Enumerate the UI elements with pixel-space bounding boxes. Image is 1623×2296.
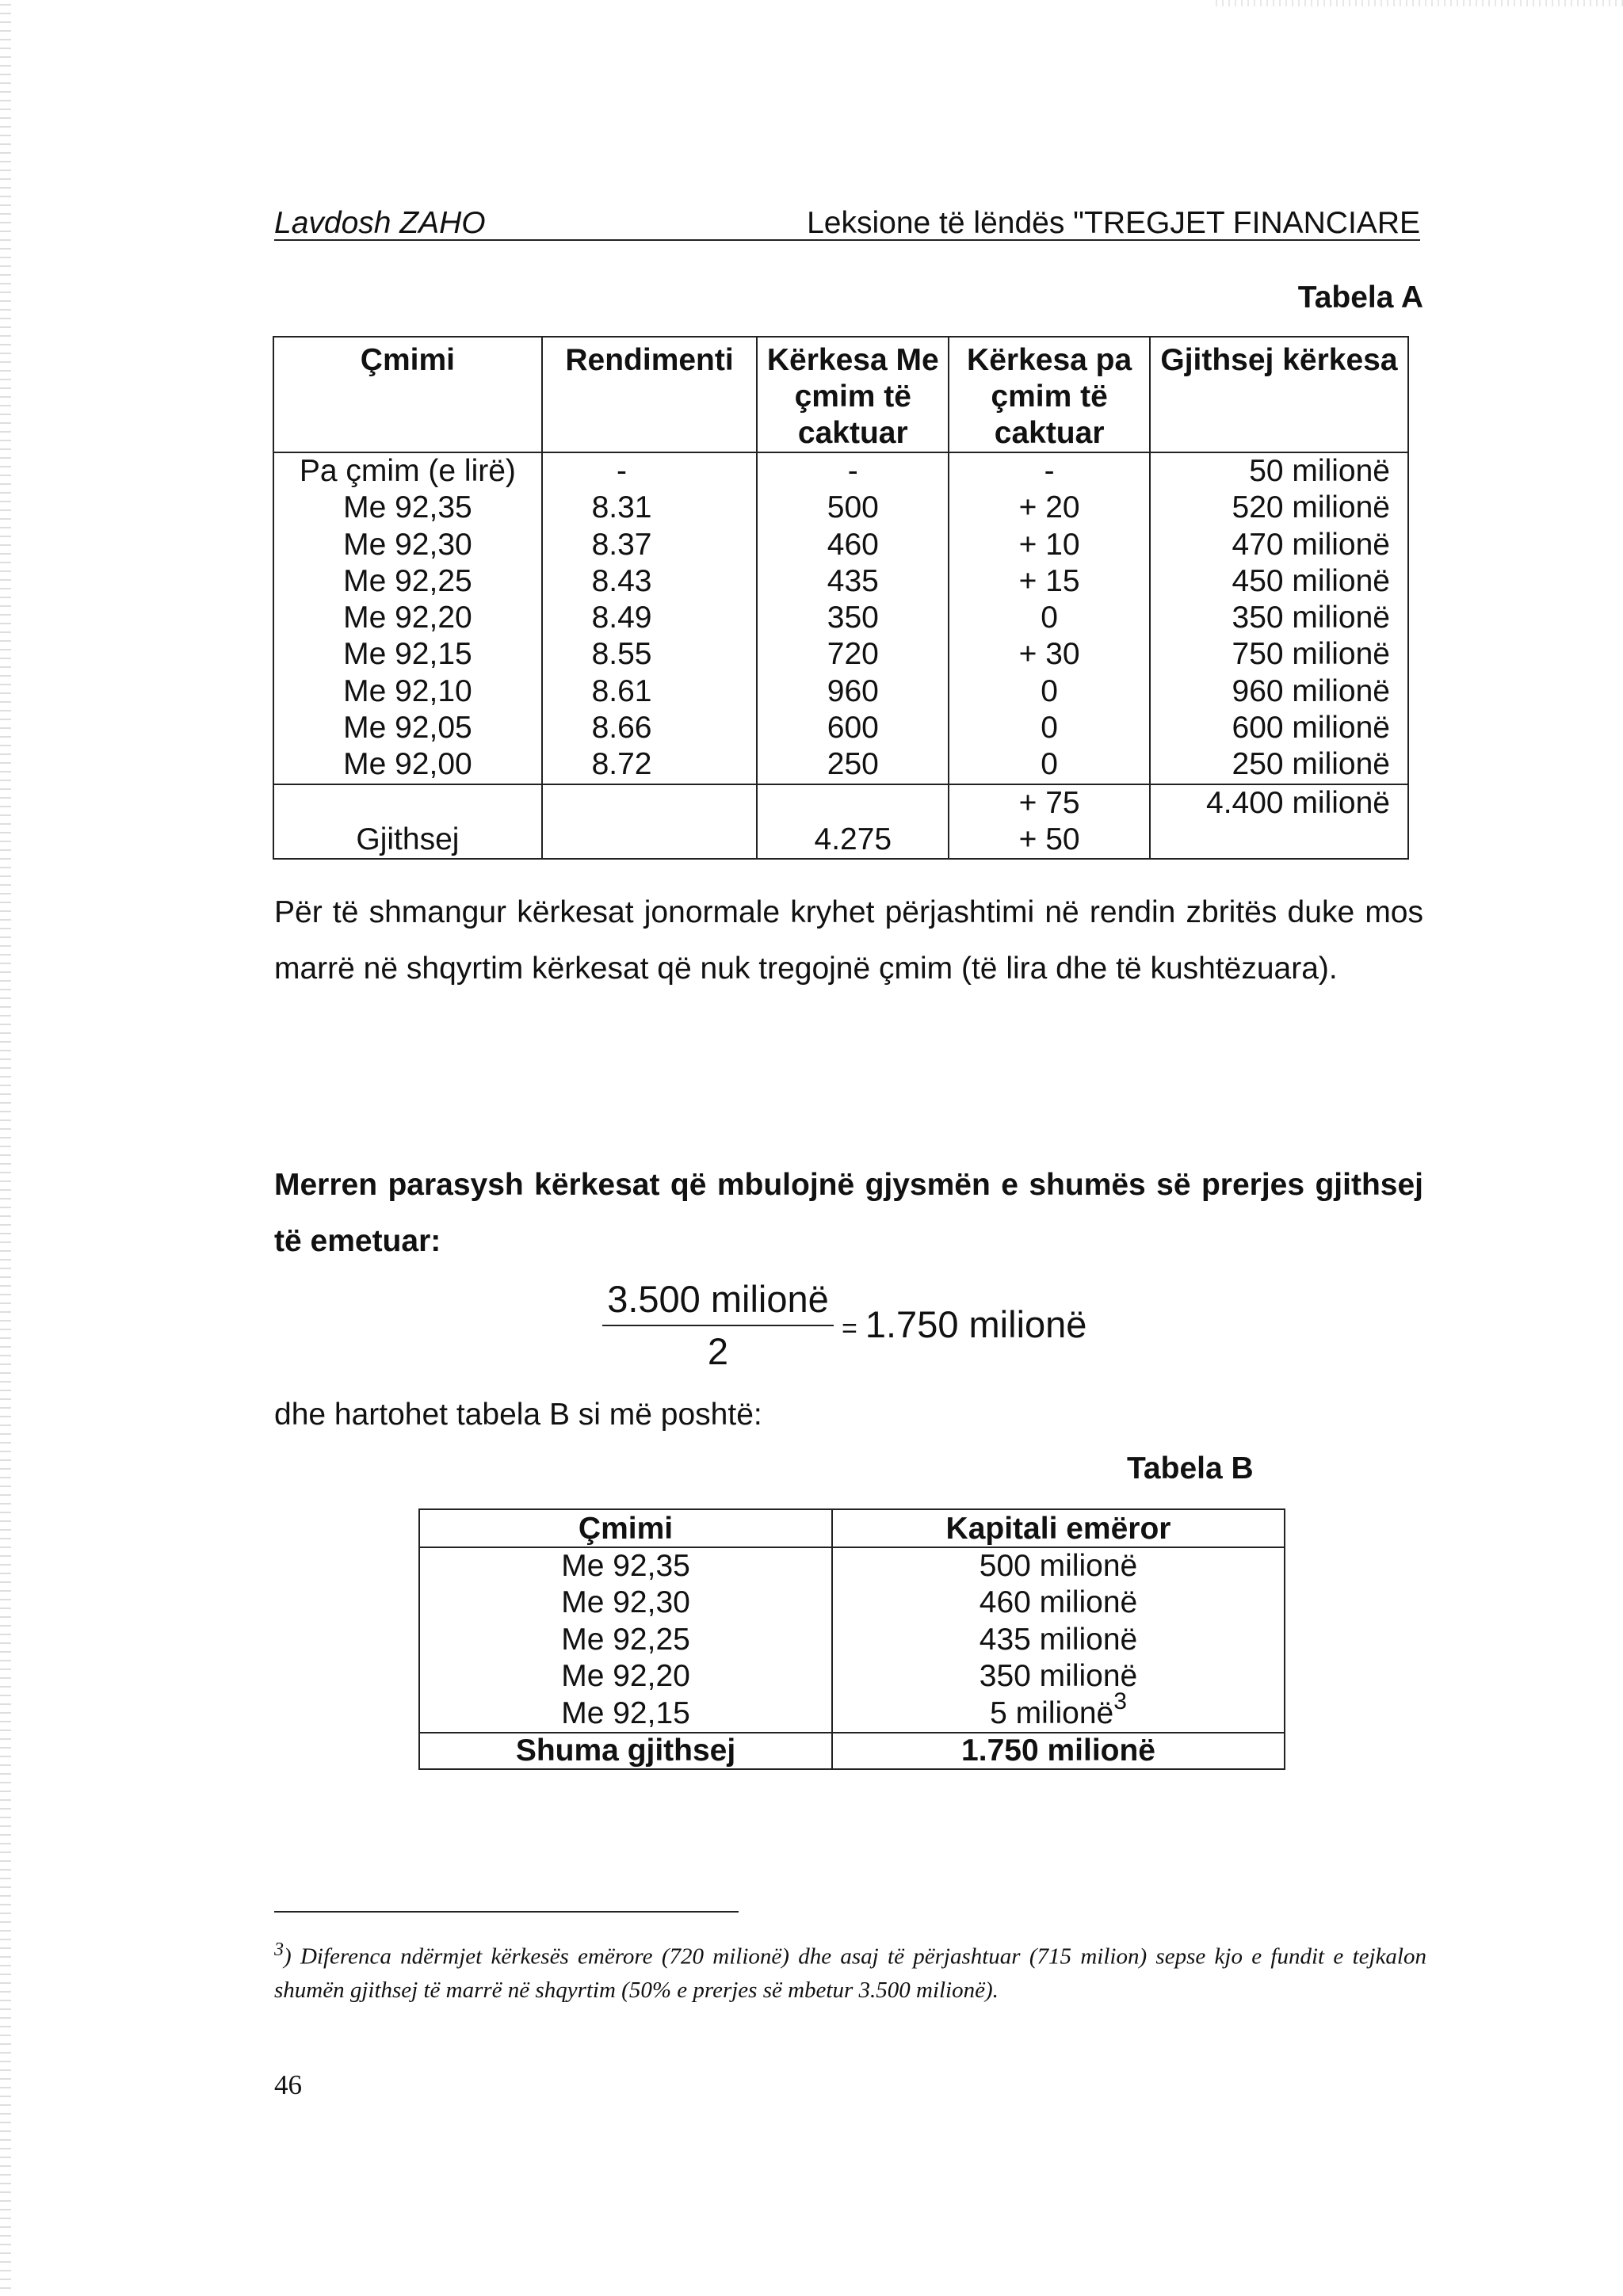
column-header-total-demand: Gjithsej kërkesa xyxy=(1150,337,1408,452)
total-unpriced-cell xyxy=(949,784,1150,859)
paragraph-half-issue: Merren parasysh kërkesat që mbulojnë gjysmën e shumës së prerjes gjithsej të emetuar: xyxy=(274,1168,1423,1258)
price-cell: Me 92,25 xyxy=(419,1622,832,1658)
table-a-header-row xyxy=(273,337,1408,452)
table-a xyxy=(273,336,1409,860)
grand-total-cell xyxy=(1150,784,1408,859)
scan-top-artifact xyxy=(1211,0,1623,6)
price-column xyxy=(273,452,542,784)
table-a-cell: Me 92,05 xyxy=(343,711,472,746)
table-a-cell: 450 milionë xyxy=(1232,563,1390,598)
table-a-cell: 500 xyxy=(827,490,879,525)
table-a-cell: - xyxy=(847,454,858,488)
table-a-cell: Me 92,25 xyxy=(343,563,472,598)
table-a-cell: 250 milionë xyxy=(1232,747,1390,782)
table-a-cell: + 20 xyxy=(1018,490,1080,525)
column-header-price: Çmimi xyxy=(419,1509,832,1547)
table-a-data-row xyxy=(273,452,1408,784)
priced-demand-column xyxy=(757,452,949,784)
table-b-header-row xyxy=(419,1509,1285,1547)
table-a-cell: 0 xyxy=(1041,711,1058,746)
table-row xyxy=(419,1622,1285,1658)
table-a-caption: Tabela A xyxy=(1297,280,1423,315)
table-b xyxy=(418,1508,1285,1770)
table-a-cell: Me 92,30 xyxy=(343,527,472,562)
table-b-body xyxy=(419,1547,1285,1733)
footnote xyxy=(274,1933,1426,2007)
capital-value: 350 milionë xyxy=(979,1659,1138,1694)
table-a-cell: Me 92,20 xyxy=(343,601,472,635)
price-cell: Me 92,35 xyxy=(419,1547,832,1585)
table-a-cell: 520 milionë xyxy=(1232,490,1390,525)
capital-value: 460 milionë xyxy=(979,1585,1138,1620)
table-b-total-label: Shuma gjithsej xyxy=(419,1733,832,1769)
paragraph-table-b-intro: dhe hartohet tabela B si më poshtë: xyxy=(274,1398,762,1432)
grand-total-value: 4.400 milionë xyxy=(1206,785,1390,820)
table-a-cell: 8.31 xyxy=(591,490,652,525)
table-a-cell: + 15 xyxy=(1018,563,1080,598)
table-a-cell: + 30 xyxy=(1018,637,1080,672)
running-header xyxy=(274,208,1420,241)
table-row xyxy=(419,1695,1285,1733)
column-header-yield: Rendimenti xyxy=(542,337,757,452)
total-label-cell xyxy=(273,784,542,859)
paragraph-exclusion: Për të shmangur kërkesat jonormale kryhet përjashtimi në rendin zbritës duke mos marrë në shqyrtim kërkesat që nuk tregojnë çmim (të lira dhe të kushtëzuara). xyxy=(274,895,1423,986)
table-b-caption: Tabela B xyxy=(1127,1451,1254,1486)
yield-column xyxy=(542,452,757,784)
table-a-cell: 8.72 xyxy=(591,747,652,782)
table-row xyxy=(419,1547,1285,1585)
table-a-cell: 0 xyxy=(1041,673,1058,708)
table-a-body xyxy=(273,452,1408,784)
table-row xyxy=(419,1585,1285,1621)
capital-cell xyxy=(832,1622,1285,1658)
table-a-cell: 460 xyxy=(827,527,879,562)
column-header-price: Çmimi xyxy=(273,337,542,452)
table-a-cell: 8.37 xyxy=(591,527,652,562)
table-a-cell: 8.66 xyxy=(591,711,652,746)
price-cell: Me 92,30 xyxy=(419,1585,832,1621)
total-label: Gjithsej xyxy=(356,822,460,856)
table-a-cell: Pa çmim (e lirë) xyxy=(299,454,516,488)
table-a-cell: 960 milionë xyxy=(1232,673,1390,708)
formula-numerator: 3.500 milionë xyxy=(602,1277,834,1326)
table-a-cell: - xyxy=(1044,454,1055,488)
table-a-cell: 0 xyxy=(1041,747,1058,782)
footnote-marker: 3 xyxy=(274,1939,284,1960)
page-number: 46 xyxy=(274,2069,302,2100)
header-course-title: Leksione të lëndës "TREGJET FINANCIARE xyxy=(807,206,1420,240)
column-header-nominal-capital: Kapitali emëror xyxy=(832,1509,1285,1547)
unpriced-demand-column xyxy=(949,452,1150,784)
formula-result xyxy=(842,1302,1086,1351)
capital-value: 5 milionë xyxy=(990,1695,1114,1730)
table-a-cell: Me 92,35 xyxy=(343,490,472,525)
column-header-unpriced-demand: Kërkesa pa çmim të caktuar xyxy=(949,337,1150,452)
table-a-cell: 960 xyxy=(827,673,879,708)
column-header-priced-demand: Kërkesa Me çmim të caktuar xyxy=(757,337,949,452)
capital-cell xyxy=(832,1585,1285,1621)
capital-value: 500 milionë xyxy=(979,1549,1138,1583)
table-a-cell: Me 92,00 xyxy=(343,747,472,782)
table-a-cell: 8.61 xyxy=(591,673,652,708)
table-a-cell: 8.49 xyxy=(591,601,652,635)
table-a-cell: Me 92,15 xyxy=(343,637,472,672)
table-a-cell: 50 milionë xyxy=(1249,454,1390,488)
scan-edge-artifact xyxy=(0,0,11,2296)
price-cell: Me 92,15 xyxy=(419,1695,832,1733)
table-a-cell: 435 xyxy=(827,563,879,598)
total-yield-cell xyxy=(542,784,757,859)
table-a-cell: + 10 xyxy=(1018,527,1080,562)
table-a-cell: 350 xyxy=(827,601,879,635)
table-b-total-value: 1.750 milionë xyxy=(832,1733,1285,1769)
table-a-cell: 0 xyxy=(1041,601,1058,635)
total-priced-cell xyxy=(757,784,949,859)
capital-cell xyxy=(832,1688,1285,1733)
price-cell: Me 92,20 xyxy=(419,1658,832,1695)
table-a-cell: Me 92,10 xyxy=(343,673,472,708)
total-demand-column xyxy=(1150,452,1408,784)
formula-equals: = xyxy=(842,1314,857,1344)
table-a-cell: 600 xyxy=(827,711,879,746)
formula-result-value: 1.750 milionë xyxy=(865,1303,1087,1345)
table-a-cell: 8.43 xyxy=(591,563,652,598)
table-a-cell: - xyxy=(617,454,628,488)
total-unpriced-line2: + 50 xyxy=(1018,822,1080,856)
table-a-cell: 250 xyxy=(827,747,879,782)
table-a-cell: 720 xyxy=(827,637,879,672)
capital-cell xyxy=(832,1658,1285,1695)
capital-cell xyxy=(832,1547,1285,1585)
total-priced-value: 4.275 xyxy=(814,822,892,856)
formula-denominator: 2 xyxy=(707,1330,729,1372)
table-a-cell: 600 milionë xyxy=(1232,711,1390,746)
footnote-text: ) Diferenca ndërmjet kërkesës emërore (720 milionë) dhe asaj të përjashtuar (715 milion) sepse kjo e fundit e tejkalon shumën gjithsej të marrë në shqyrtim (50% e prerjes së mbetur 3.500 milionë). xyxy=(274,1943,1426,2003)
table-a-cell: 470 milionë xyxy=(1232,527,1390,562)
table-a-cell: 750 milionë xyxy=(1232,637,1390,672)
table-a-cell: 350 milionë xyxy=(1232,601,1390,635)
table-a-total-row xyxy=(273,784,1408,859)
footnote-separator xyxy=(274,1911,739,1913)
table-row xyxy=(419,1658,1285,1695)
total-unpriced-line1: + 75 xyxy=(1018,785,1080,820)
capital-value: 435 milionë xyxy=(979,1622,1138,1657)
table-a-cell: 8.55 xyxy=(591,637,652,672)
table-b-total-row xyxy=(419,1733,1285,1769)
header-author: Lavdosh ZAHO xyxy=(274,206,486,240)
footnote-reference: 3 xyxy=(1113,1688,1127,1714)
